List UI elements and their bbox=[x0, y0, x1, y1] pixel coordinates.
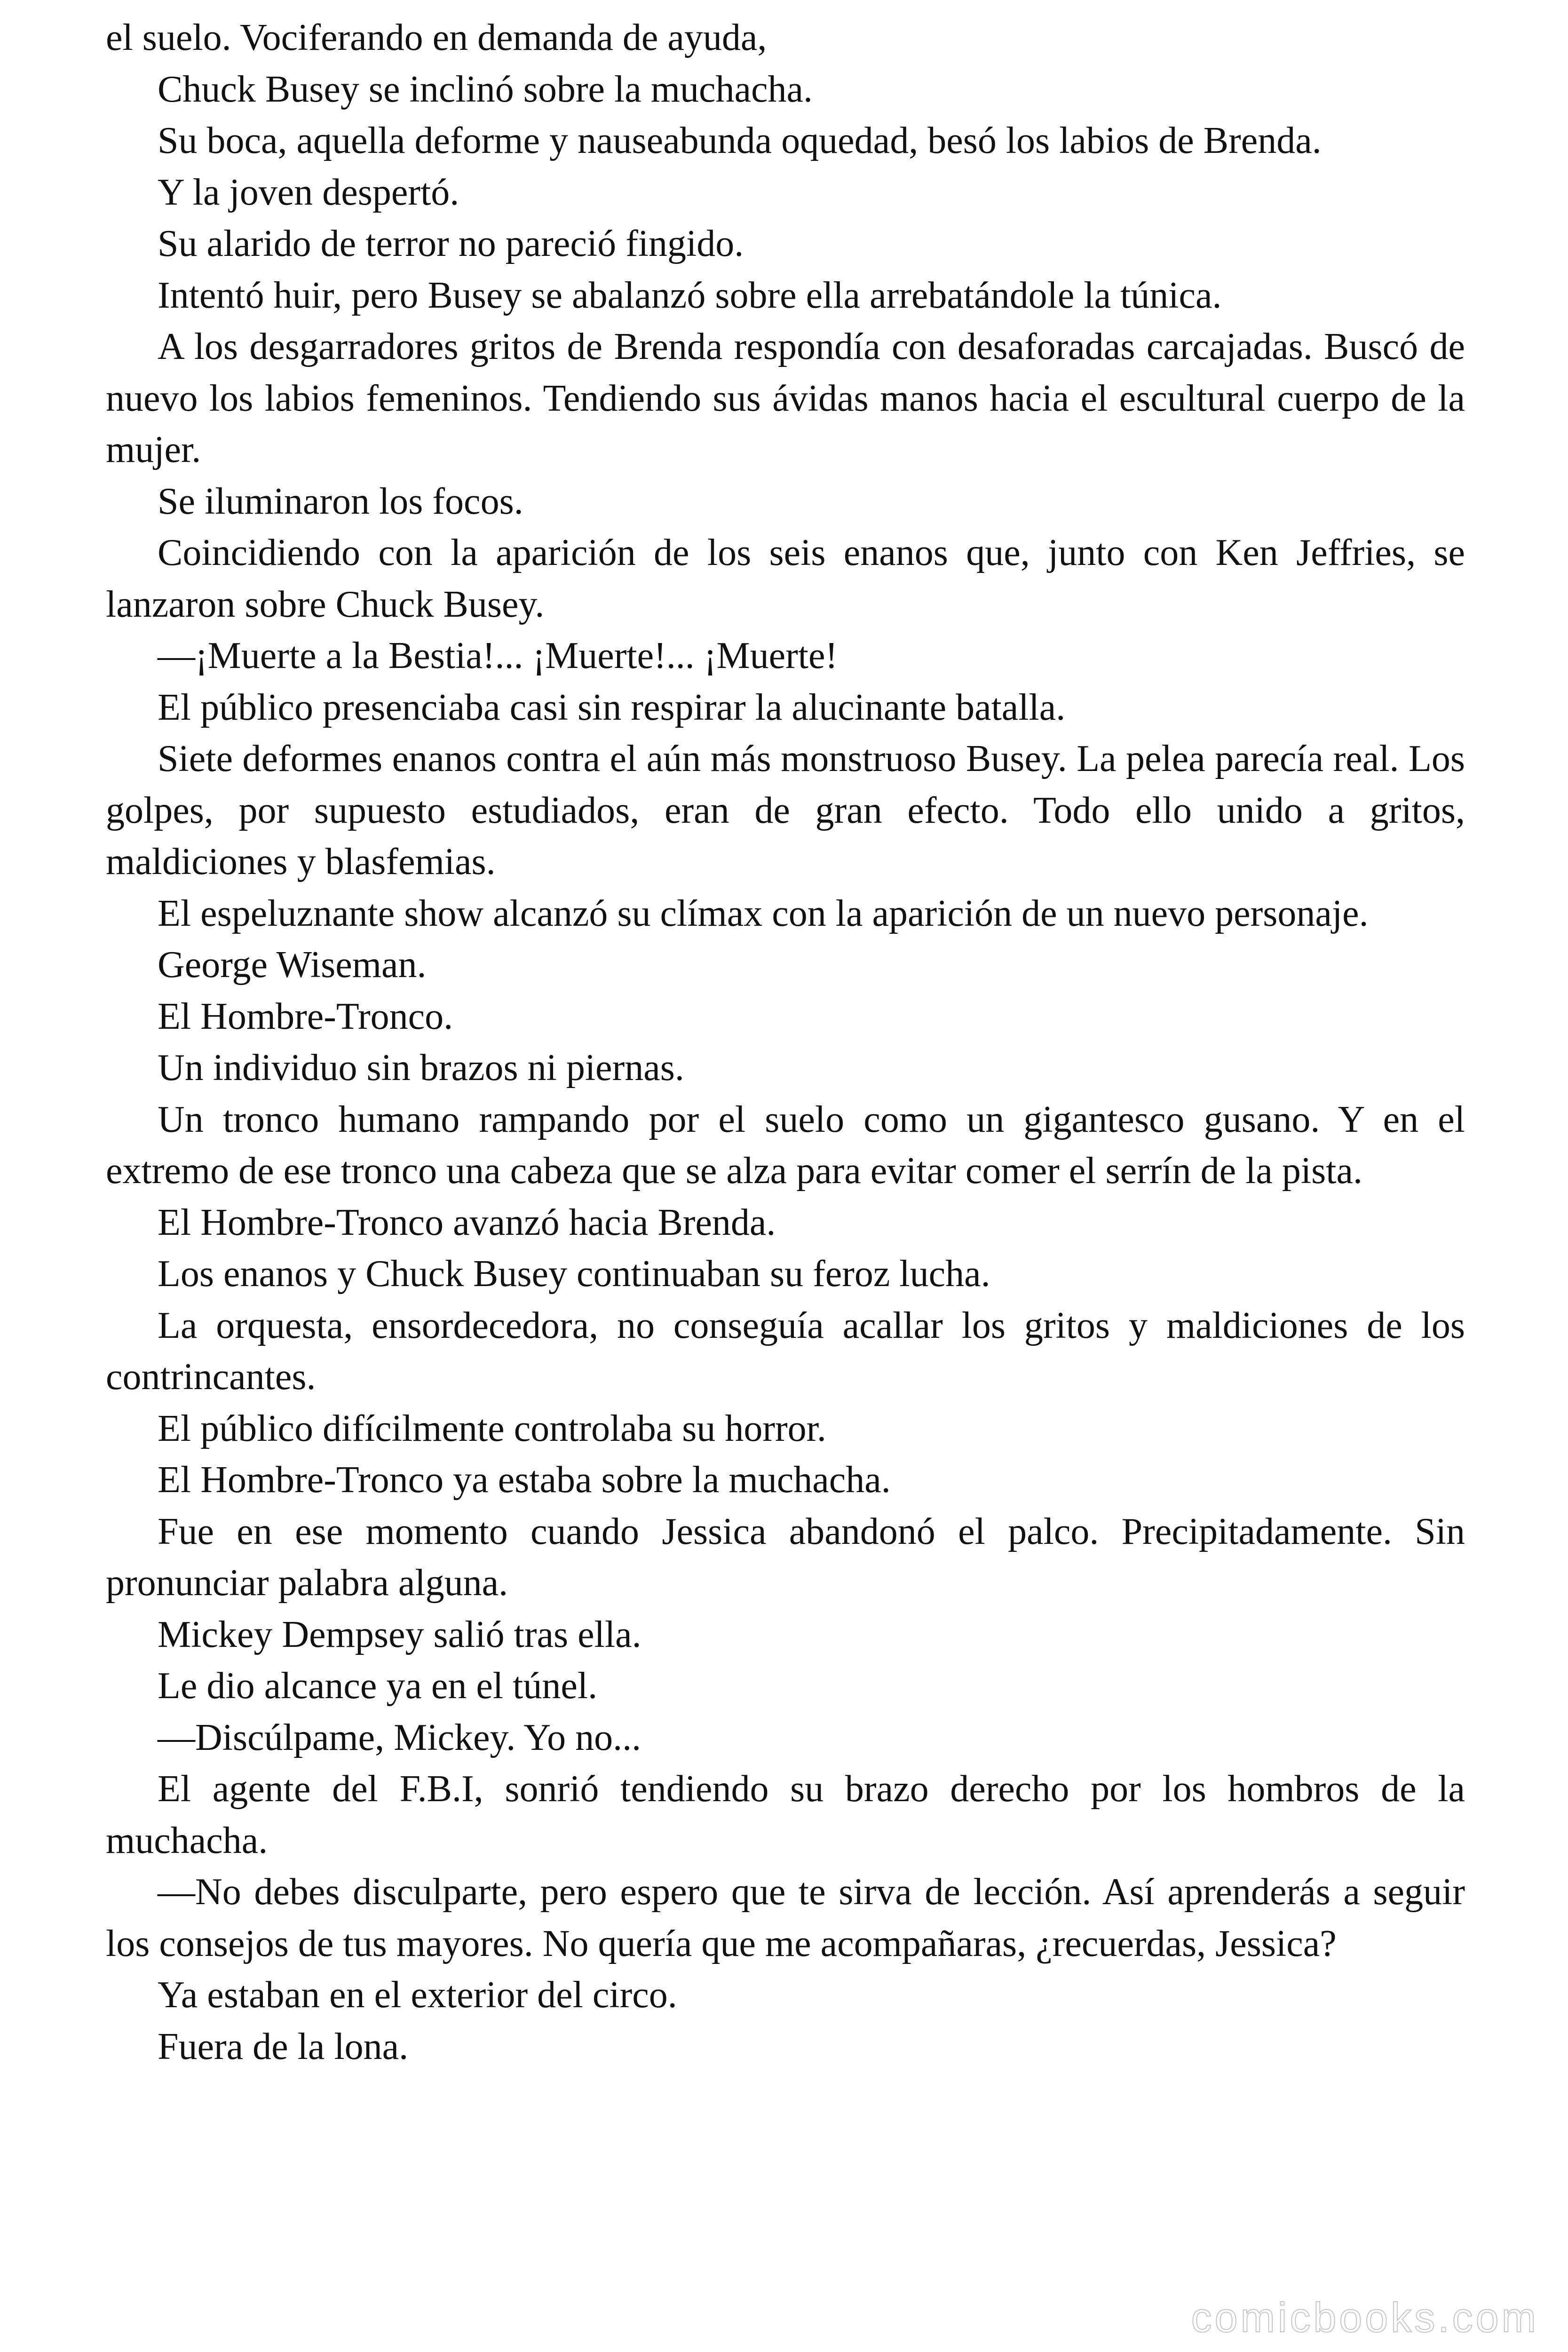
paragraph: Un tronco humano rampando por el suelo como un gigantesco gusano. Y en el extremo de ese tronco una cabeza que se alza para evitar comer el serrín de la pista. bbox=[106, 1098, 1465, 1192]
paragraph: A los desgarradores gritos de Brenda respondía con desaforadas carcajadas. Buscó de nuevo los labios femeninos. Tendiendo sus ávidas manos hacia el escultural cuerpo de la mujer. bbox=[106, 326, 1465, 470]
paragraph: —No debes disculparte, pero espero que te sirva de lección. Así aprenderás a seguir los consejos de tus mayores. No quería que me acompañaras, ¿recuerdas, Jessica? bbox=[106, 1871, 1465, 1964]
paragraph: Ya estaban en el exterior del circo. bbox=[158, 1974, 677, 2016]
paragraph: Un individuo sin brazos ni piernas. bbox=[158, 1047, 684, 1089]
paragraph: —Discúlpame, Mickey. Yo no... bbox=[158, 1716, 641, 1758]
paragraph: El Hombre-Tronco avanzó hacia Brenda. bbox=[158, 1201, 776, 1243]
paragraph: Los enanos y Chuck Busey continuaban su feroz lucha. bbox=[158, 1253, 990, 1295]
watermark: comicbooks.com bbox=[1191, 2294, 1539, 2341]
paragraph: Le dio alcance ya en el túnel. bbox=[158, 1665, 598, 1707]
paragraph: Fuera de la lona. bbox=[158, 2026, 409, 2067]
paragraph: El espeluznante show alcanzó su clímax con la aparición de un nuevo personaje. bbox=[158, 892, 1369, 934]
paragraph: El agente del F.B.I, sonrió tendiendo su brazo derecho por los hombros de la muchacha. bbox=[106, 1768, 1465, 1861]
paragraph: El público presenciaba casi sin respirar la alucinante batalla. bbox=[158, 686, 1066, 728]
body-text bbox=[106, 12, 1465, 2073]
paragraph: —¡Muerte a la Bestia!... ¡Muerte!... ¡Muerte! bbox=[158, 635, 838, 676]
paragraph: Y la joven despertó. bbox=[158, 171, 459, 213]
paragraph: Coincidiendo con la aparición de los seis enanos que, junto con Ken Jeffries, se lanzaron sobre Chuck Busey. bbox=[106, 532, 1465, 625]
paragraph: George Wiseman. bbox=[158, 944, 427, 985]
paragraph: Chuck Busey se inclinó sobre la muchacha. bbox=[158, 68, 813, 110]
paragraph: El Hombre-Tronco. bbox=[158, 995, 453, 1037]
paragraph: Fue en ese momento cuando Jessica abandonó el palco. Precipitadamente. Sin pronunciar palabra alguna. bbox=[106, 1510, 1465, 1604]
paragraph: Mickey Dempsey salió tras ella. bbox=[158, 1613, 641, 1655]
paragraph: El público difícilmente controlaba su horror. bbox=[158, 1407, 826, 1449]
paragraph: Intentó huir, pero Busey se abalanzó sobre ella arrebatándole la túnica. bbox=[158, 274, 1222, 316]
paragraph: Su boca, aquella deforme y nauseabunda oquedad, besó los labios de Brenda. bbox=[158, 120, 1322, 161]
paragraph: El Hombre-Tronco ya estaba sobre la muchacha. bbox=[158, 1459, 891, 1501]
paragraph: Siete deformes enanos contra el aún más monstruoso Busey. La pelea parecía real. Los golpes, por supuesto estudiados, eran de gran efecto. Todo ello unido a gritos, maldiciones y blasfemias. bbox=[106, 738, 1465, 882]
paragraph: el suelo. Vociferando en demanda de ayuda, bbox=[106, 17, 767, 58]
paragraph: La orquesta, ensordecedora, no conseguía acallar los gritos y maldiciones de los contrincantes. bbox=[106, 1304, 1465, 1398]
paragraph: Su alarido de terror no pareció fingido. bbox=[158, 223, 744, 264]
paragraph: Se iluminaron los focos. bbox=[158, 480, 523, 522]
